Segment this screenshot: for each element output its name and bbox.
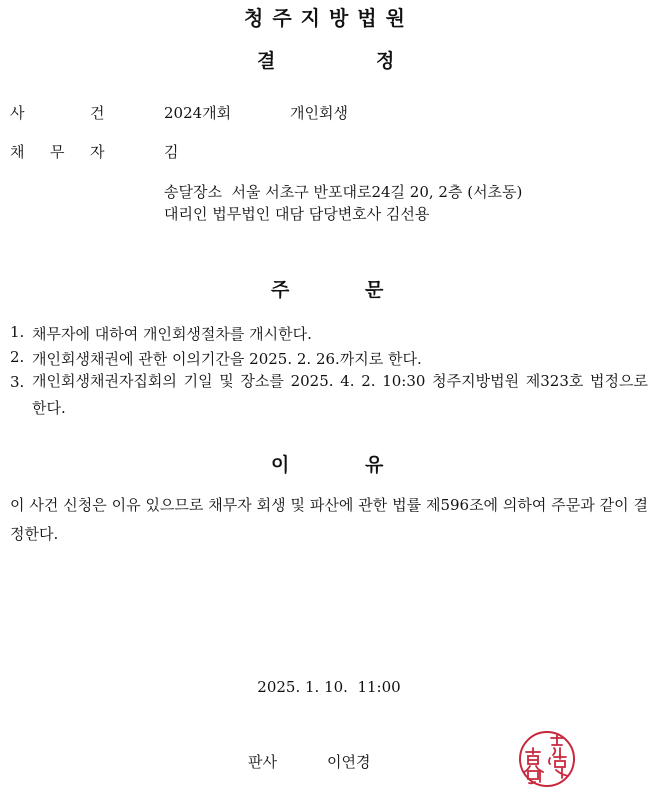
document-title-char-1: 결 [257,50,276,72]
seal-glyphs [524,735,568,783]
order-item-text: 개인회생채권에 관한 이의기간을 2025. 2. 26.까지로 한다. [32,350,422,368]
debtor-agent: 대리인 법무법인 대담 담당변호사 김선용 [164,205,430,223]
debtor-label-char-3: 자 [90,143,105,161]
order-item-number: 1. [10,323,25,341]
debtor-name: 김 [164,143,179,161]
debtor-label-char-2: 무 [50,143,65,161]
reason-heading-char-1: 이 [271,454,290,476]
order-item-number: 3. [10,373,25,391]
case-type: 개인회생 [290,104,348,122]
case-label-char-1: 사 [10,104,25,122]
order-item-number: 2. [10,348,25,366]
case-number: 2024개회 [164,104,232,122]
decision-date: 2025. 1. 10. 11:00 [257,678,401,696]
order-heading-char-2: 문 [365,279,384,301]
court-name: 청주지방법원 [244,6,414,30]
service-address: 송달장소 서울 서초구 반포대로24길 20, 2층 (서초동) [164,183,523,201]
debtor-label-char-1: 채 [10,143,25,161]
reason-text: 이 사건 신청은 이유 있으므로 채무자 회생 및 파산에 관한 법률 제596조에 의하여 주문과 같이 결정한다. [10,496,648,543]
order-heading-char-1: 주 [271,279,290,301]
order-item-text: 개인회생채권자집회의 기일 및 장소를 2025. 4. 2. 10:30 청주지방법원 제323호 법정으로 한다. [32,372,648,417]
reason-heading-char-2: 유 [365,454,384,476]
order-item-text: 채무자에 대하여 개인회생절차를 개시한다. [32,325,312,343]
document-title-char-2: 정 [376,50,395,72]
judge-name: 이연경 [327,753,371,771]
judge-seal-icon [516,728,578,790]
judge-title: 판사 [248,753,277,771]
case-label-char-2: 건 [90,104,105,122]
